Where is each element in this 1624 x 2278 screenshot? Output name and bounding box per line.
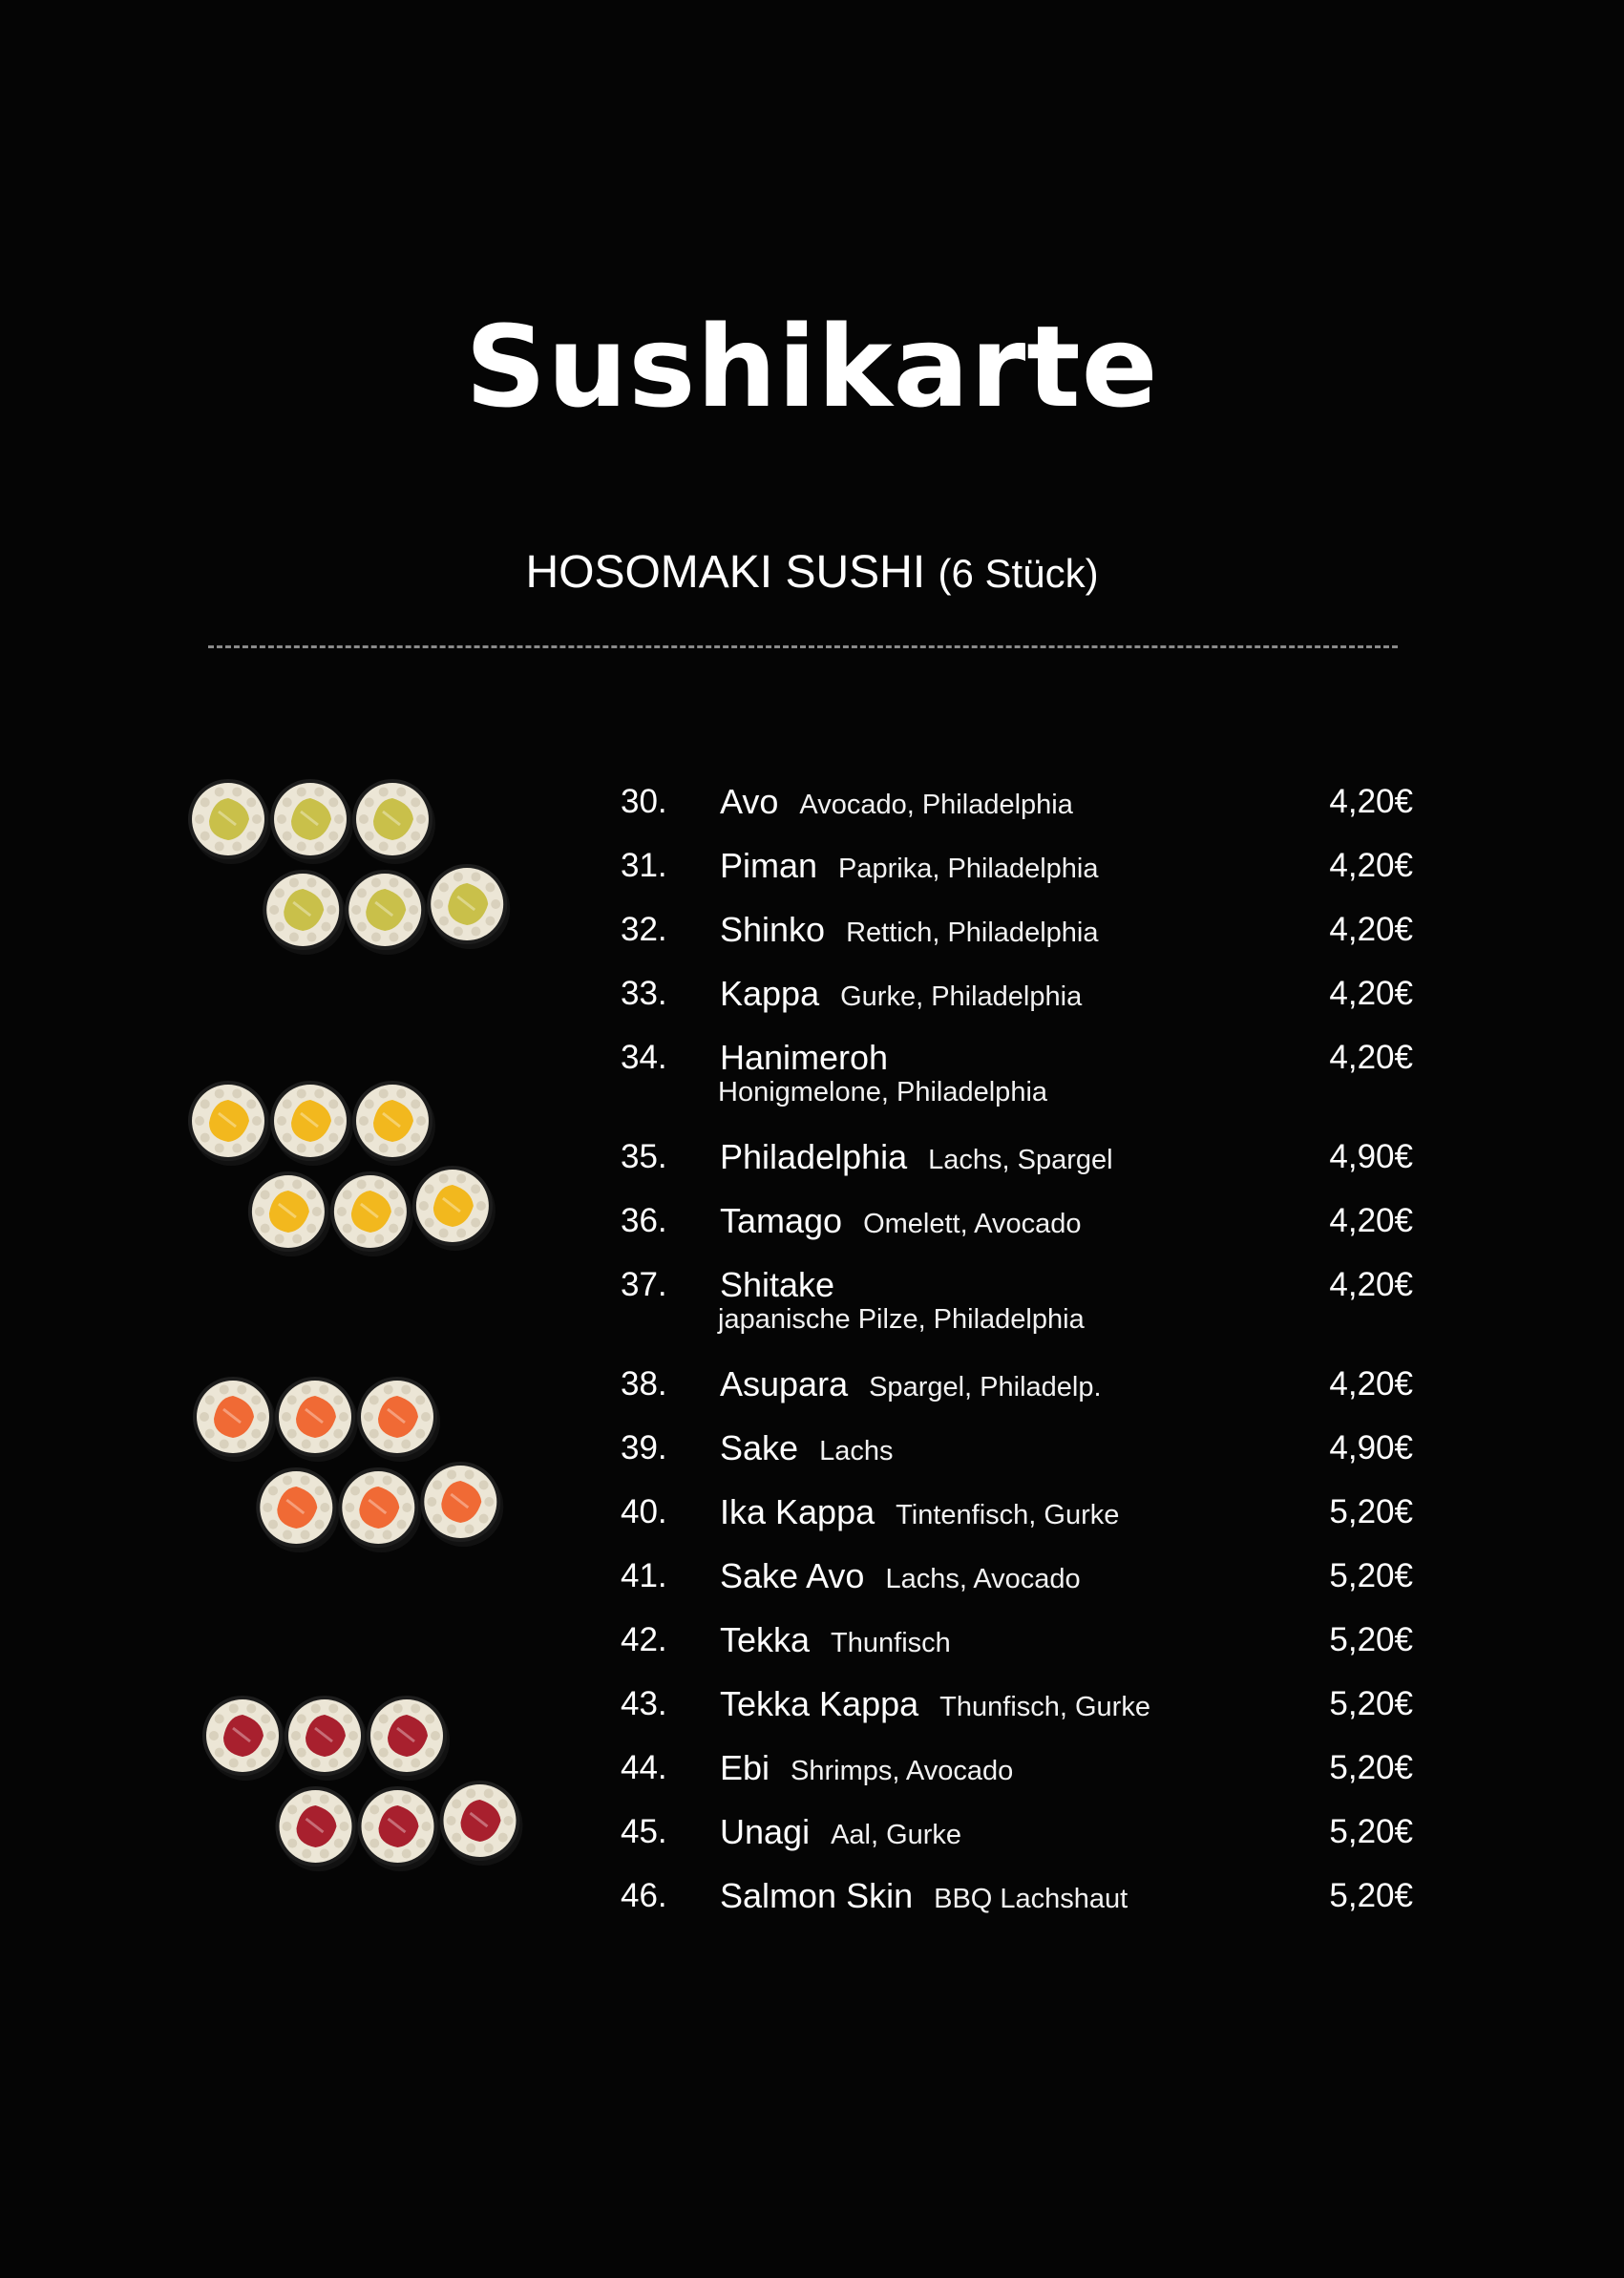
menu-item (621, 1619, 1413, 1677)
item-number: 34. (621, 1039, 667, 1076)
item-name: Sake Avo (720, 1556, 865, 1595)
menu-item (621, 1683, 1413, 1740)
menu-item (621, 781, 1413, 838)
item-name: Tekka (720, 1620, 811, 1659)
item-description: Omelett, Avocado (863, 1209, 1082, 1239)
cucumber-maki-photo (186, 775, 530, 966)
item-text (720, 1555, 1081, 1600)
item-price: 4,20€ (1329, 783, 1413, 820)
item-description: BBQ Lachshaut (934, 1884, 1128, 1914)
menu-item (621, 1363, 1413, 1421)
item-description: Spargel, Philadelp. (869, 1372, 1102, 1403)
item-name: Tekka Kappa (720, 1684, 919, 1723)
item-number: 42. (621, 1621, 667, 1658)
item-price: 5,20€ (1329, 1557, 1413, 1594)
item-text (720, 1200, 1081, 1245)
item-text (720, 1427, 893, 1472)
section-subtitle: (6 Stück) (938, 551, 1099, 596)
item-description: japanische Pilze, Philadelphia (718, 1304, 1085, 1335)
menu-item (621, 909, 1413, 966)
item-number: 37. (621, 1266, 667, 1303)
menu-item (621, 845, 1413, 902)
item-description: Thunfisch (831, 1628, 951, 1658)
item-price: 4,90€ (1329, 1429, 1413, 1466)
item-price: 5,20€ (1329, 1877, 1413, 1914)
item-number: 38. (621, 1365, 667, 1403)
sushi-photos (0, 0, 592, 2278)
item-text (720, 1136, 1113, 1181)
item-text (720, 845, 1099, 890)
item-number: 43. (621, 1685, 667, 1722)
item-price: 5,20€ (1329, 1493, 1413, 1530)
item-text (720, 1491, 1119, 1536)
item-name: Ika Kappa (720, 1492, 875, 1531)
item-description: Shrimps, Avocado (791, 1756, 1014, 1786)
item-price: 4,20€ (1329, 975, 1413, 1012)
salmon-maki-photo (191, 1373, 535, 1564)
menu-item (621, 1037, 1413, 1123)
item-description: Lachs, Spargel (928, 1145, 1113, 1175)
item-description: Rettich, Philadelphia (846, 918, 1099, 948)
menu-item (621, 1491, 1413, 1549)
item-number: 39. (621, 1429, 667, 1466)
item-text (720, 1683, 1150, 1728)
item-price: 4,20€ (1329, 1202, 1413, 1239)
item-price: 4,90€ (1329, 1138, 1413, 1175)
item-name: Ebi (720, 1748, 770, 1787)
item-price: 4,20€ (1329, 1039, 1413, 1076)
item-number: 46. (621, 1877, 667, 1914)
menu-item (621, 1136, 1413, 1193)
item-number: 45. (621, 1813, 667, 1850)
item-text (720, 1619, 951, 1664)
item-name: Salmon Skin (720, 1876, 914, 1915)
item-name: Unagi (720, 1812, 811, 1851)
menu-item (621, 1200, 1413, 1257)
page-title: Sushikarte (465, 301, 1159, 433)
item-price: 4,20€ (1329, 847, 1413, 884)
item-number: 32. (621, 911, 667, 948)
item-text (720, 973, 1082, 1018)
item-number: 35. (621, 1138, 667, 1175)
item-name: Kappa (720, 974, 820, 1013)
tamago-maki-photo (186, 1077, 530, 1268)
item-text (720, 1811, 961, 1856)
item-number: 30. (621, 783, 667, 820)
item-price: 4,20€ (1329, 1266, 1413, 1303)
item-name: Piman (720, 846, 818, 885)
item-name: Asupara (720, 1364, 849, 1403)
menu-item (621, 1555, 1413, 1613)
item-number: 40. (621, 1493, 667, 1530)
item-name: Shinko (720, 910, 826, 949)
item-description: Avocado, Philadelphia (799, 790, 1073, 820)
item-text (720, 1363, 1102, 1408)
item-name: Sake (720, 1428, 799, 1467)
item-description: Tintenfisch, Gurke (896, 1500, 1120, 1530)
tuna-maki-photo (200, 1692, 544, 1883)
item-number: 41. (621, 1557, 667, 1594)
item-price: 5,20€ (1329, 1813, 1413, 1850)
menu-item (621, 1875, 1413, 1932)
item-description: Thunfisch, Gurke (939, 1692, 1150, 1722)
item-description: Gurke, Philadelphia (840, 981, 1083, 1012)
item-text (720, 1037, 888, 1079)
item-text (720, 909, 1098, 954)
item-name: Philadelphia (720, 1137, 908, 1176)
item-price: 5,20€ (1329, 1685, 1413, 1722)
item-name: Shitake (720, 1265, 835, 1304)
item-name: Tamago (720, 1201, 843, 1240)
item-number: 44. (621, 1749, 667, 1786)
item-number: 31. (621, 847, 667, 884)
item-description: Lachs, Avocado (885, 1564, 1081, 1594)
item-price: 4,20€ (1329, 911, 1413, 948)
item-price: 5,20€ (1329, 1749, 1413, 1786)
item-number: 36. (621, 1202, 667, 1239)
item-price: 4,20€ (1329, 1365, 1413, 1403)
item-text (720, 781, 1073, 826)
item-price: 5,20€ (1329, 1621, 1413, 1658)
item-name: Hanimeroh (720, 1038, 889, 1077)
item-text (720, 1264, 834, 1306)
item-description: Paprika, Philadelphia (838, 854, 1099, 884)
menu-item (621, 1811, 1413, 1868)
item-description: Aal, Gurke (831, 1820, 962, 1850)
item-name: Avo (720, 782, 779, 821)
item-text (720, 1747, 1013, 1792)
item-description: Honigmelone, Philadelphia (718, 1077, 1048, 1107)
menu-list (621, 0, 1413, 2278)
item-text (720, 1875, 1128, 1920)
menu-item (621, 1264, 1413, 1350)
menu-item (621, 973, 1413, 1030)
item-description: Lachs (819, 1436, 894, 1466)
menu-item (621, 1427, 1413, 1485)
section-title: HOSOMAKI SUSHI (525, 547, 926, 598)
menu-item (621, 1747, 1413, 1804)
item-number: 33. (621, 975, 667, 1012)
